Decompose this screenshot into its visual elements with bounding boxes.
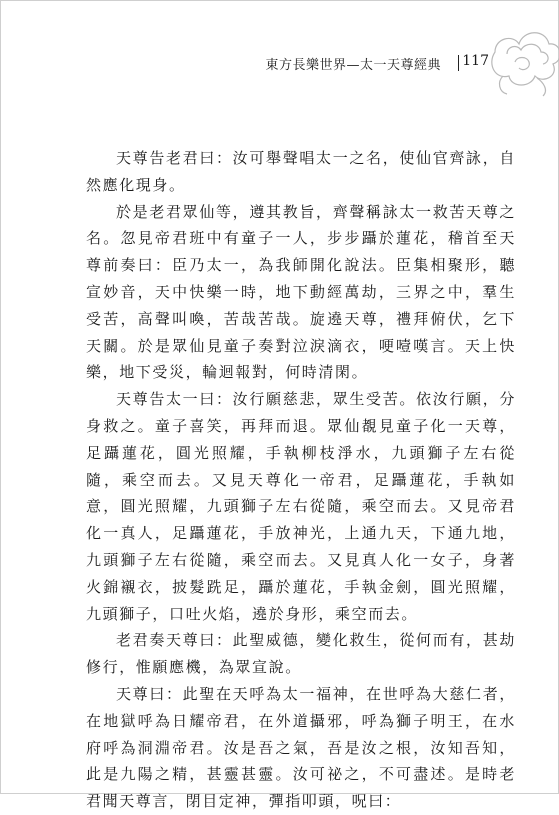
paragraph: 天尊告老君曰：汝可舉聲唱太一之名，使仙官齊詠，自然應化現身。	[86, 149, 516, 194]
paragraph: 天尊曰：此聖在天呼為太一福神，在世呼為大慈仁者，在地獄呼為日耀帝君，在外道攝邪，呼為獅子明王，在水府呼為洞淵帝君。汝是吾之氣，吾是汝之根，汝知吾知，此是九陽之精，甚靈甚靈。汝可祕之，不可盡述。是時老君聞天尊言，閉目定神，彈指叩頭，呪曰：	[86, 684, 516, 811]
page-number: 117	[462, 53, 489, 69]
header-separator	[458, 55, 459, 71]
running-header	[0, 52, 559, 74]
running-header-title: 東方長樂世界—太一天尊經典	[265, 58, 441, 73]
cloud-ornament-icon	[485, 18, 559, 98]
paragraph: 於是老君眾仙等，遵其教旨，齊聲稱詠太一救苦天尊之名。忽見帝君班中有童子一人，步步躡於蓮花，稽首至天尊前奏曰：臣乃太一，為我師開化說法。臣集相聚形，聽宣妙音，天中快樂一時，地下動經萬劫，三界之中，羣生受苦，高聲叫喚，苦哉苦哉。旋遶天尊，禮拜俯伏，乞下天關。於是眾仙見童子奏對泣淚滴衣，哽噎嘆言。天上快樂，地下受災，輪迴報對，何時清閑。	[86, 202, 516, 382]
paragraph: 老君奏天尊曰：此聖威德，變化救生，從何而有，甚劫修行，惟願應機，為眾宣說。	[86, 631, 516, 677]
paragraph: 天尊告太一曰：汝行願慈悲，眾生受苦。依汝行願，分身救之。童子喜笑，再拜而退。眾仙覩見童子化一天尊，足躡蓮花，圓光照耀，手執柳枝淨水，九頭獅子左右從隨，乘空而去。又見天尊化一帝君，足躡蓮花，手執如意，圓光照耀，九頭獅子左右從隨，乘空而去。又見帝君化一真人，足躡蓮花，手放神光，上通九天，下通九地，九頭獅子左右從隨，乘空而去。又見真人化一女子，身著火錦襯衣，披髮跣足，躡於蓮花，手執金劍，圓光照耀，九頭獅子，口吐火焰，遶於身形，乘空而去。	[86, 390, 516, 623]
scripture-body	[86, 145, 516, 815]
